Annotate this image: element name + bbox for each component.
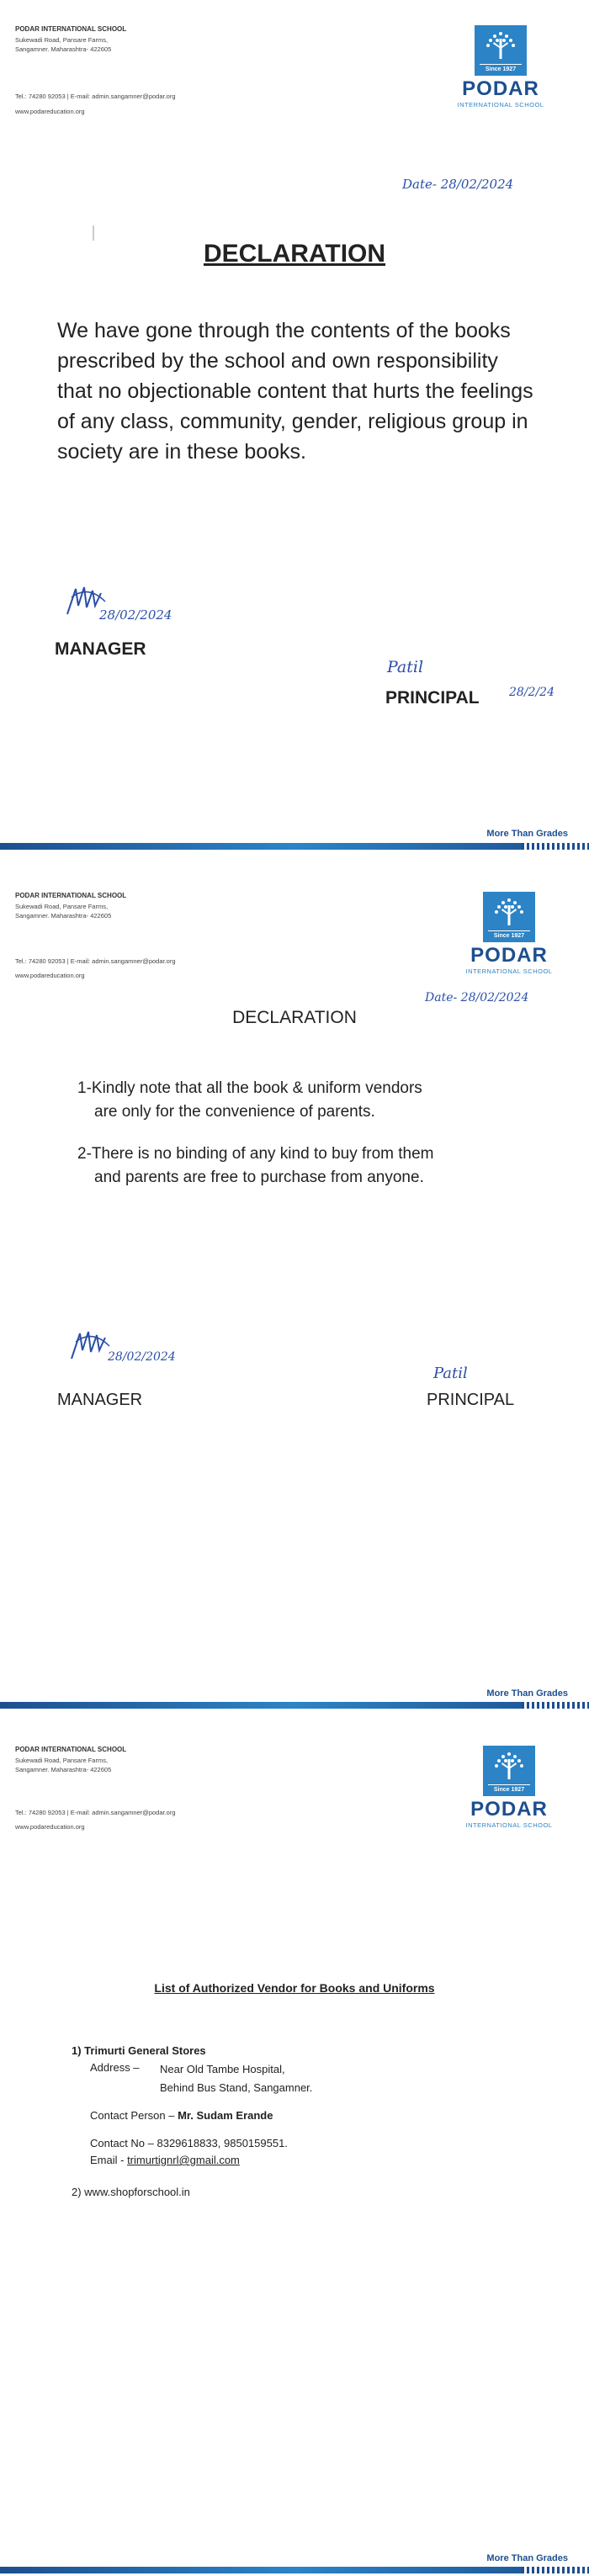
footer-bar: [0, 843, 589, 850]
declaration-title: DECLARATION: [203, 240, 386, 268]
page-3: [0, 1712, 589, 2576]
podar-logo: [446, 1746, 572, 1829]
contact-info: Tel.: 74280 92053 | E-mail: admin.sangamner@podar.org: [15, 1809, 176, 1816]
vendor-address-line2: Behind Bus Stand, Sangamner.: [160, 2081, 313, 2094]
contact-info: Tel.: 74280 92053 | E-mail: admin.sangamner@podar.org: [15, 93, 176, 100]
address-line1: Sukewadi Road, Pansare Farms,: [15, 36, 109, 44]
address-label: Address –: [90, 2061, 140, 2074]
address-line2: Sangamner. Maharashtra- 422605: [15, 912, 112, 920]
manager-date: 28/02/2024: [99, 607, 172, 623]
podar-logo: [446, 892, 572, 975]
vendor1-name: 1) Trimurti General Stores: [72, 2044, 206, 2057]
principal-label: PRINCIPAL: [385, 688, 480, 708]
manager-label: MANAGER: [57, 1391, 143, 1409]
page-1: [0, 0, 589, 850]
principal-date: 28/2/24: [509, 686, 555, 699]
principal-signature: Patil: [433, 1365, 468, 1382]
logo-since: Since 1927: [488, 1784, 530, 1793]
declaration-list: [77, 1077, 549, 1208]
item1-line2: are only for the convenience of parents.: [94, 1103, 375, 1121]
website: www.podareducation.org: [15, 1823, 85, 1831]
contact-info: Tel.: 74280 92053 | E-mail: admin.sangamner@podar.org: [15, 957, 176, 965]
footer-tagline: More Than Grades: [486, 2553, 568, 2563]
school-name: PODAR INTERNATIONAL SCHOOL: [15, 25, 127, 33]
vendor2-website[interactable]: 2) www.shopforschool.in: [72, 2186, 190, 2198]
date-handwritten: Date- 28/02/2024: [425, 991, 529, 1004]
page-2: [0, 850, 589, 1712]
footer-bar: [0, 1702, 589, 1709]
vendor-email: [90, 2154, 240, 2166]
website: www.podareducation.org: [15, 108, 85, 115]
logo-brand: PODAR: [462, 77, 539, 100]
contact-person: [90, 2109, 273, 2122]
item2-line2: and parents are free to purchase from anyone.: [94, 1169, 424, 1186]
footer-tagline: More Than Grades: [486, 829, 568, 839]
logo-brand: PODAR: [470, 1798, 548, 1821]
tree-logo-icon: [475, 25, 527, 76]
principal-label: PRINCIPAL: [427, 1391, 515, 1409]
contact-person-label: Contact Person –: [90, 2109, 178, 2122]
podar-logo: [438, 25, 564, 109]
footer-bar: [0, 2567, 589, 2573]
address-line2: Sangamner. Maharashtra- 422605: [15, 1766, 112, 1773]
manager-date: 28/02/2024: [108, 1350, 176, 1364]
logo-sub: INTERNATIONAL SCHOOL: [457, 101, 544, 109]
address-line2: Sangamner. Maharashtra- 422605: [15, 45, 112, 53]
tree-logo-icon: [483, 892, 535, 942]
logo-since: Since 1927: [488, 930, 530, 939]
manager-label: MANAGER: [55, 639, 146, 659]
contact-number: Contact No – 8329618833, 9850159551.: [90, 2137, 288, 2149]
vendor-list-title: List of Authorized Vendor for Books and Uniforms: [154, 1981, 435, 1995]
date-handwritten: Date- 28/02/2024: [402, 177, 514, 192]
email-label: Email -: [90, 2154, 128, 2166]
contact-person-name: Mr. Sudam Erande: [178, 2109, 273, 2122]
item1-line1: 1-Kindly note that all the book & uniform vendors: [77, 1079, 422, 1097]
logo-since: Since 1927: [480, 64, 522, 72]
logo-brand: PODAR: [470, 944, 548, 967]
declaration-title: DECLARATION: [232, 1008, 357, 1027]
website: www.podareducation.org: [15, 972, 85, 979]
principal-signature: Patil: [387, 658, 424, 676]
address-line1: Sukewadi Road, Pansare Farms,: [15, 903, 109, 910]
item2-line1: 2-There is no binding of any kind to buy from them: [77, 1145, 434, 1163]
logo-sub: INTERNATIONAL SCHOOL: [465, 1821, 553, 1829]
logo-sub: INTERNATIONAL SCHOOL: [465, 967, 553, 975]
address-line1: Sukewadi Road, Pansare Farms,: [15, 1757, 109, 1764]
footer-tagline: More Than Grades: [486, 1688, 568, 1699]
vendor-address-line1: Near Old Tambe Hospital,: [160, 2063, 285, 2075]
email-link[interactable]: trimurtignrl@gmail.com: [127, 2154, 240, 2166]
school-name: PODAR INTERNATIONAL SCHOOL: [15, 1746, 127, 1753]
school-name: PODAR INTERNATIONAL SCHOOL: [15, 892, 127, 899]
tree-logo-icon: [483, 1746, 535, 1796]
manager-signature: [67, 1325, 118, 1371]
declaration-body: We have gone through the contents of the books prescribed by the school and own responsibility that no objectionable content that hurts the feelings of any class, community, gender, religious group in society are in these books.: [57, 319, 533, 464]
